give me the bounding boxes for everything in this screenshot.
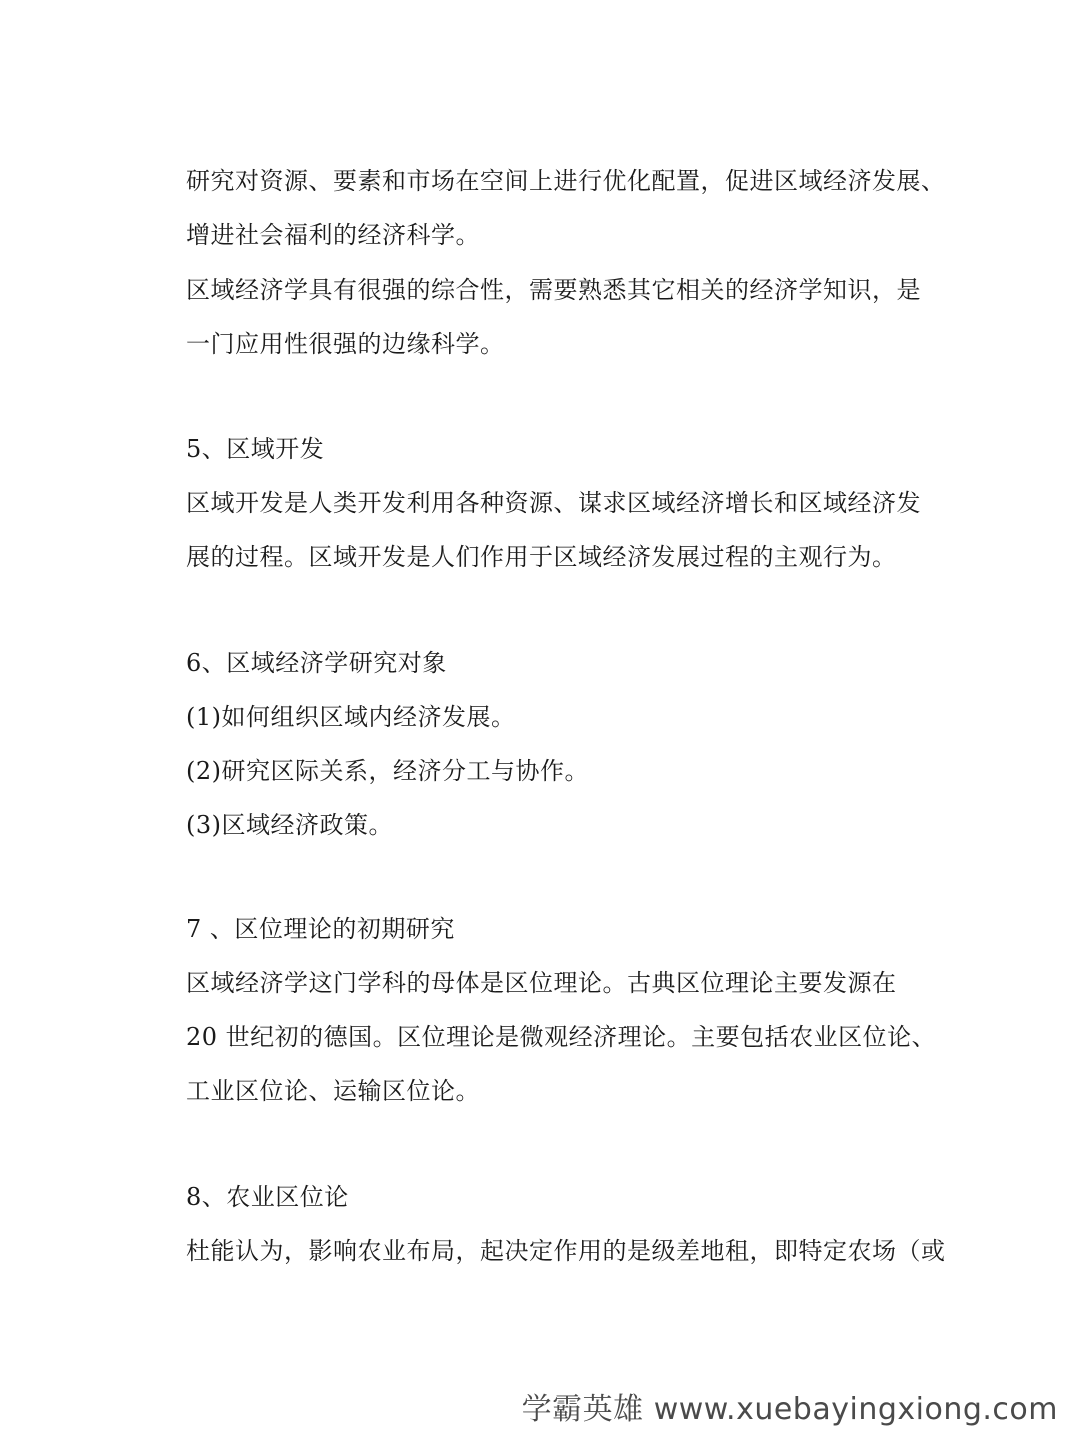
- section-heading: 6、区域经济学研究对象: [186, 649, 447, 677]
- list-item: (3)区域经济政策。: [186, 811, 393, 839]
- section-heading: 5、区域开发: [186, 435, 325, 463]
- list-item: (2)研究区际关系，经济分工与协作。: [186, 757, 589, 785]
- paragraph-line: 研究对资源、要素和市场在空间上进行优化配置，促进区域经济发展、: [186, 167, 946, 195]
- site-watermark: 学霸英雄 www.xuebayingxiong.com: [521, 1392, 1058, 1427]
- paragraph-line: 展的过程。区域开发是人们作用于区域经济发展过程的主观行为。: [186, 543, 897, 571]
- paragraph-line: 杜能认为，影响农业布局，起决定作用的是级差地租，即特定农场（或: [186, 1237, 946, 1265]
- paragraph-line: 增进社会福利的经济科学。: [186, 221, 480, 249]
- paragraph-line: 区域经济学这门学科的母体是区位理论。古典区位理论主要发源在: [186, 969, 897, 997]
- paragraph-line: 区域经济学具有很强的综合性，需要熟悉其它相关的经济学知识，是: [186, 276, 921, 304]
- paragraph-line: 区域开发是人类开发利用各种资源、谋求区域经济增长和区域经济发: [186, 489, 921, 517]
- paragraph-line: 20 世纪初的德国。区位理论是微观经济理论。主要包括农业区位论、: [186, 1023, 937, 1051]
- paragraph-line: 工业区位论、运输区位论。: [186, 1077, 480, 1105]
- section-heading: 7 、区位理论的初期研究: [186, 915, 455, 943]
- paragraph-line: 一门应用性很强的边缘科学。: [186, 330, 505, 358]
- section-heading: 8、农业区位论: [186, 1183, 349, 1211]
- list-item: (1)如何组织区域内经济发展。: [186, 703, 516, 731]
